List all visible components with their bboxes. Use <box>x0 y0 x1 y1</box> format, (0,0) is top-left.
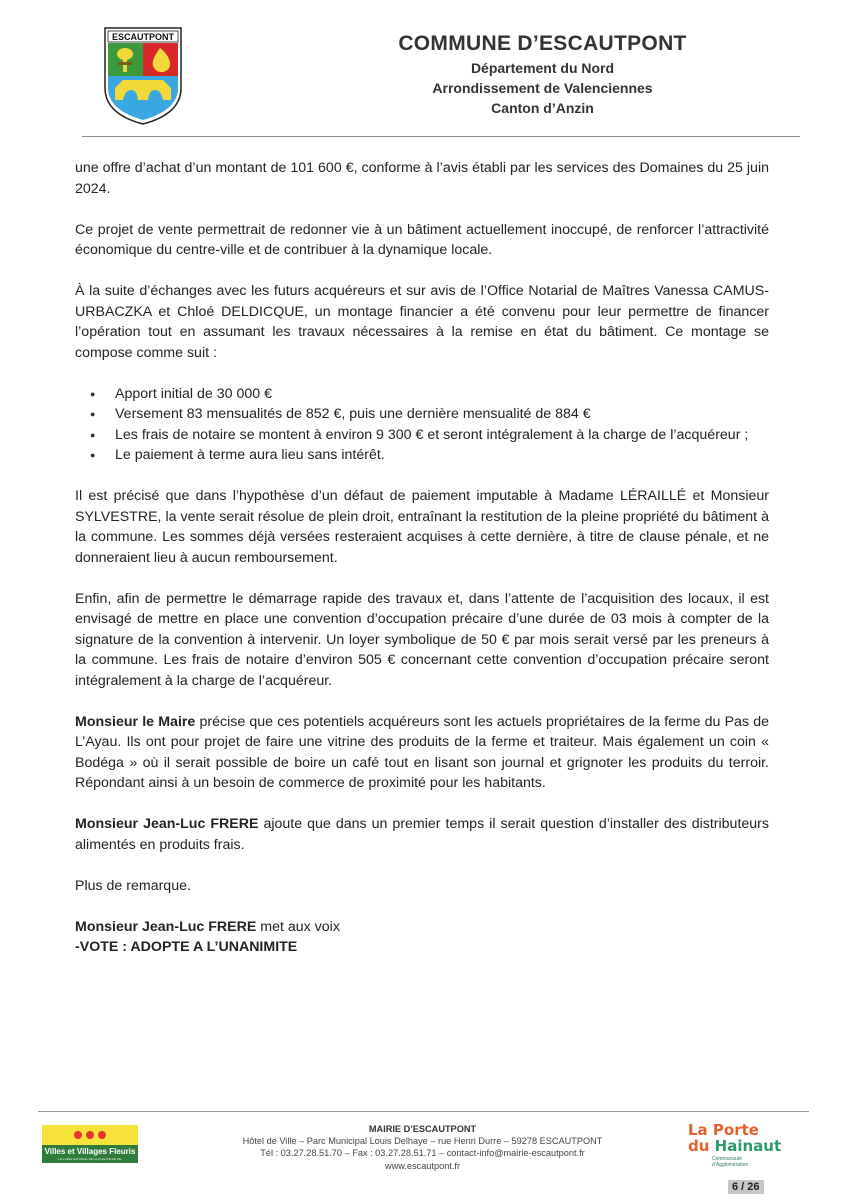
paragraph-project: Ce projet de vente permettrait de redonner vie à un bâtiment actuellement inoccupé, de renforcer l’attractivité économique du centre-ville et de contribuer à la dynamique locale. <box>75 221 769 258</box>
footer-title: MAIRIE D’ESCAUTPONT <box>368 1124 477 1134</box>
arrondissement-line: Arrondissement de Valenciennes <box>432 80 653 96</box>
porte-subtitle <box>712 1156 788 1168</box>
crest-label: ESCAUTPONT <box>111 32 175 42</box>
footer-address-block <box>215 1123 630 1172</box>
paragraph-offer: une offre d’achat d’un montant de 101 600 €, conforme à l’avis établi par les services des Domaines du 25 juin 2024. <box>75 160 769 197</box>
paragraph-maire <box>75 712 769 794</box>
canton-line: Canton d’Anzin <box>491 100 594 116</box>
la-porte-du-hainaut-logo <box>688 1122 788 1168</box>
porte-text: Hainaut <box>714 1137 782 1155</box>
vote-line <box>75 917 769 938</box>
footer-contact: Tél : 03.27.28.51.70 – Fax : 03.27.28.51.71 – contact-info@mairie-escautpont.fr <box>260 1148 585 1159</box>
porte-text: Porte <box>712 1121 759 1139</box>
vvf-label: Villes et Villages Fleuris <box>44 1147 136 1156</box>
vvf-sub: LE LABEL NATIONAL DE LA QUALITÉ DE VIE <box>58 1157 122 1161</box>
list-item: ● Versement 83 mensualités de 852 €, puis une dernière mensualité de 884 € <box>115 404 769 425</box>
vote-text: met aux voix <box>256 918 340 935</box>
vote-result: -VOTE : ADOPTE A L’UNANIMITE <box>75 939 298 955</box>
porte-sub: Communauté <box>712 1156 743 1162</box>
porte-text: La <box>688 1121 713 1139</box>
paragraph-occupation: Enfin, afin de permettre le démarrage rapide des travaux et, dans l’attente de l’acquisition des locaux, il est envisagé de mettre en place une convention d’occupation précaire d’une durée de 03 mois à compter de la signature de la convention à intervenir. Un loyer symbolique de 50 € par mois serait versé par les preneurs à la commune. Les frais de notaire d’environ 505 € concernant cette convention d’occupation précaire seront intégralement à la charge de l’acquéreur. <box>75 590 769 689</box>
footer-address: Hôtel de Ville – Parc Municipal Louis Delhaye – rue Henri Durre – 59278 ESCAUTPONT <box>242 1136 603 1147</box>
list-item: ● Le paiement à terme aura lieu sans intérêt. <box>115 445 769 466</box>
speaker-name: Monsieur Jean-Luc FRERE <box>75 918 257 935</box>
letterhead <box>350 30 735 118</box>
flower-icon <box>74 1131 106 1139</box>
paragraph-default-clause: Il est précisé que dans l’hypothèse d’un défaut de paiement imputable à Madame LÉRAILLÉ et Monsieur SYLVESTRE, la vente serait résolue de plein droit, entraînant la restitution de la pleine propriété du bâtiment à la commune. Les sommes déjà versées resteraient acquises à cette dernière, à titre de clause pénale, et ne donneraient lieu à aucun remboursement. <box>75 488 769 566</box>
page-number: 6 / 26 <box>728 1180 764 1194</box>
villes-villages-fleuris-logo <box>42 1125 138 1163</box>
department-line: Département du Nord <box>470 60 615 76</box>
header-divider <box>82 136 800 137</box>
speaker-text: précise que ces potentiels acquéreurs sont les actuels propriétaires de la ferme du Pas de L’Ayau. Ils ont pour projet de faire une vitrine des produits de la ferme et traiteur. Mais également un coin « Bodéga » où il serait possible de boire un café tout en lisant son journal et grignoter les produits du terroir. Répondant ainsi à un besoin de commerce de proximité pour les habitants. <box>75 713 769 791</box>
speaker-name: Monsieur Jean-Luc FRERE <box>75 816 259 832</box>
speaker-name: Monsieur le Maire <box>75 713 196 730</box>
speaker-text: ajoute que dans un premier temps il serait question d’installer des distributeurs alimentés en produits frais. <box>75 816 769 853</box>
paragraph-financing: À la suite d’échanges avec les futurs acquéreurs et sur avis de l’Office Notarial de Maîtres Vanessa CAMUS-URBACZKA et Chloé DELDICQUE, un montage financier a été convenu pour leur permettre de financer l’opération tout en assumant les travaux nécessaires à la remise en état du bâtiment. Ce montage se compose comme suit : <box>75 283 769 361</box>
porte-text: du <box>688 1137 715 1155</box>
paragraph-remarks: Plus de remarque. <box>75 877 191 894</box>
financing-list <box>75 384 769 466</box>
paragraph-frere <box>75 814 769 855</box>
commune-title: COMMUNE D’ESCAUTPONT <box>398 32 687 55</box>
list-item: ● Les frais de notaire se montent à environ 9 300 € et seront intégralement à la charge de l’acquéreur ; <box>115 425 769 446</box>
document-body <box>75 158 769 978</box>
list-item: ● Apport initial de 30 000 € <box>115 384 769 405</box>
escautpont-crest-logo <box>103 26 183 126</box>
bridge-icon <box>115 80 171 100</box>
footer-divider <box>38 1111 809 1112</box>
footer-website: www.escautpont.fr <box>384 1160 461 1171</box>
porte-sub: d’Agglomération <box>712 1162 749 1168</box>
